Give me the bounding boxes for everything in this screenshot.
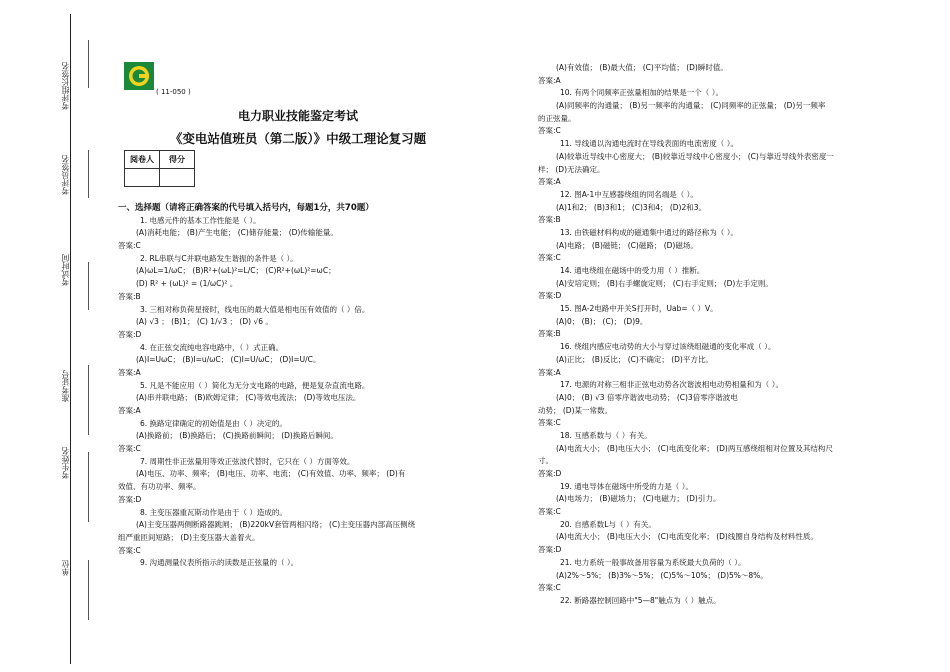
option-line: (A)换路前； (B)换路后； (C)换路前瞬间； (D)换路后瞬间。 [136, 431, 338, 441]
question-line: 2. RL串联与C并联电路发生谐振的条件是（ ）。 [140, 253, 298, 263]
option-line: (A)0； (B) √3 倍零序谐波电动势； (C)3倍零序谐波电 [556, 392, 738, 402]
answer-line: 答案:C [538, 126, 561, 136]
right-column [538, 62, 888, 608]
option-line: (A)0； (B)； (C)； (D)9。 [556, 316, 648, 326]
option-line: (A)串并联电路； (B)欧姆定律； (C)等效电流法； (D)等效电压法。 [136, 393, 361, 403]
answer-line: 答案:D [538, 469, 562, 478]
option-line: (A)电流大小； (B)电压大小； (C)电流变化率； (D)两互感绕组相对位置及其结构尺 [556, 443, 833, 453]
question-line: 16. 绕组内感应电动势的大小与穿过该绕组磁通的变化率成（ ）。 [560, 342, 776, 352]
signature-line [88, 560, 89, 620]
answer-line: 答案:D [118, 329, 142, 339]
answer-line: 答案:A [118, 367, 141, 377]
signature-line [88, 40, 89, 88]
option-line: (A)I=UωC； (B)I=u/ωC； (C)I=U/ωC； (D)I=U/C。 [136, 355, 321, 365]
answer-line: 答案:B [538, 329, 561, 339]
sidebar-label-candidate-name: 考生姓名 [61, 447, 70, 479]
answer-line: 答案:C [538, 418, 561, 428]
score-table-header-grader: 阅卷人 [125, 151, 160, 169]
answer-line: 组严重匝间短路； (D)主变压器大盖着火。 [118, 532, 260, 542]
sidebar-label-admission-number: 准考证号 [61, 370, 70, 402]
answer-line: 答案:A [538, 177, 561, 187]
answer-line: 效值、有功功率、频率。 [118, 482, 201, 492]
score-table-cell [125, 169, 160, 187]
answer-line: 答案:C [538, 507, 561, 517]
question-line: 6. 换路定律确定的初始值是由（ ）决定的。 [140, 418, 287, 428]
answer-line: 答案:C [118, 444, 141, 454]
option-line: (A)2%～5%； (B)3%～5%； (C)5%～10%； (D)5%～8%。 [556, 570, 768, 580]
question-line: 22. 断路器控制回路中"5—8"触点为（ ）触点。 [560, 595, 721, 605]
option-line: (A)ωL=1/ωC； (B)R²+(ωL)²=L/C； (C)R²+(ωL)²=ωC； [136, 266, 336, 276]
option-line: (A)1和2； (B)3和1； (C)3和4； (D)2和3。 [556, 202, 707, 212]
answer-line: 答案:D [118, 494, 142, 504]
question-line: 20. 自感系数L与（ ）有关。 [560, 519, 656, 529]
signature-line [88, 262, 89, 310]
option-line: (A) √3 ； (B)1； (C) 1/√3 ； (D) √6 。 [136, 317, 273, 327]
question-line: 11. 导线通以沟通电流时在导线表面的电流密度（ ）。 [560, 139, 738, 149]
option-line: (A)电路； (B)磁链； (C)磁路； (D)磁场。 [556, 240, 698, 250]
question-line: 4. 在正弦交流纯电容电路中，（ ）式正确。 [140, 342, 284, 352]
answer-line: 答案:D [538, 545, 562, 555]
question-line: 13. 由铁磁材料构成的磁通集中通过的路径称为（ ）。 [560, 227, 738, 237]
left-column [118, 202, 478, 570]
sidebar-label-exam-time: 考试时间 [61, 254, 70, 286]
sidebar-label-examiner: 考评员签名 [61, 155, 70, 195]
binding-margin [0, 0, 112, 672]
answer-line: 答案:B [538, 215, 561, 225]
option-line: (A)同频率的沟通量； (B)另一频率的沟通量； (C)同频率的正弦量； (D)另一频率 [556, 101, 826, 111]
option-line: (A)电场力； (B)磁场力； (C)电磁力； (D)引力。 [556, 494, 721, 504]
option-line: (A)电压、功率、频率； (B)电压、功率、电流； (C)有效值、功率、频率； (D)有 [136, 469, 406, 479]
answer-line: 答案:C [538, 253, 561, 263]
answer-line: 答案:A [538, 367, 561, 377]
sidebar-label-unit: 单位 [61, 560, 70, 576]
question-line: 14. 通电绕组在磁场中的受力用（ ）推断。 [560, 266, 705, 275]
signature-line [88, 150, 89, 198]
option-line: (A)消耗电能； (B)产生电能； (C)储存能量； (D)传输能量。 [136, 228, 338, 238]
answer-line: 答案:A [118, 406, 141, 415]
answer-line: 的正弦量。 [538, 113, 576, 123]
question-line: 19. 通电导体在磁场中所受的力是（ ）。 [560, 481, 693, 491]
signature-line [88, 452, 89, 522]
question-line: 1. 电感元件的基本工作性能是（ ）。 [140, 215, 261, 225]
section-heading: 一、选择题（请将正确答案的代号填入括号内，每题1分，共70题） [118, 203, 374, 213]
page-subtitle: 《变电站值班员（第二版）》中级工理论复习题 [169, 131, 427, 146]
answer-line: 答案:C [118, 545, 141, 555]
question-line: 21. 电力系统一般事故备用容量为系统最大负荷的（ ）。 [560, 557, 746, 567]
answer-line: 答案:D [538, 291, 562, 301]
answer-line: 答案:C [538, 583, 561, 593]
question-line: 15. 图A-2电路中开关S打开时，Uab=（ ）V。 [560, 304, 718, 314]
option-line: (A)有效值； (B)最大值； (C)平均值； (D)瞬时值。 [556, 63, 728, 72]
answer-line: 动势； (D)某一常数。 [538, 405, 613, 415]
question-line: 10. 有两个同频率正弦量相加的结果是一个（ ）。 [560, 88, 723, 98]
option-line: (A)安培定则； (B)右手螺旋定则； (C)右手定则； (D)左手定则。 [556, 278, 773, 288]
logo-icon [124, 62, 154, 90]
option-line: (A)较靠近导线中心密度大； (B)较靠近导线中心密度小； (C)与靠近导线外表密度一 [556, 151, 834, 161]
sidebar-label-examiner-leader: 考评组长签名 [61, 62, 70, 110]
question-line: 7. 周期性非正弦量用等效正弦波代替时，它只在（ ）方面等效。 [140, 456, 355, 466]
option-line: (A)电流大小； (B)电压大小； (C)电流变化率； (D)线圈自身结构及材料性质。 [556, 532, 818, 542]
option-line: (D) R² + (ωL)² = (1/ωC)² 。 [136, 279, 238, 289]
question-line: 18. 互感系数与（ ）有关。 [560, 430, 652, 440]
question-line: 17. 电源的对称三相非正弦电动势各次谐波相电动势相量和为（ ）。 [560, 380, 783, 390]
answer-line: 样； (D)无法确定。 [538, 164, 605, 174]
question-line: 8. 主变压器重瓦斯动作是由于（ ）造成的。 [140, 507, 287, 517]
page-title: 电力职业技能鉴定考试 [237, 109, 358, 123]
answer-line: 答案:A [538, 75, 561, 85]
question-line: 5. 凡是不能应用（ ）简化为无分支电路的电路，便是复杂直流电路。 [140, 380, 370, 390]
answer-line: 寸。 [538, 456, 553, 466]
question-line: 9. 沟通测量仪表所指示的读数是正弦量的（ ）。 [140, 558, 299, 568]
answer-line: 答案:B [118, 291, 141, 301]
option-line: (A)正比； (B)反比； (C)不确定； (D)平方比。 [556, 354, 713, 364]
score-table [124, 150, 195, 187]
question-line: 3. 三相对称负荷星接时，线电压的最大值是相电压有效值的（ ）倍。 [140, 304, 370, 314]
exam-code: ( 11-050 ) [156, 88, 191, 96]
answer-line: 答案:C [118, 241, 141, 251]
signature-line [88, 365, 89, 435]
question-line: 12. 图A-1中互感器绕组的同名端是（ ）。 [560, 189, 698, 199]
option-line: (A)主变压器两侧断路器跳闸； (B)220kV套管两相闪络； (C)主变压器内部高压侧绕 [136, 520, 416, 530]
score-table-header-score: 得分 [160, 151, 195, 169]
score-table-cell [160, 169, 195, 187]
